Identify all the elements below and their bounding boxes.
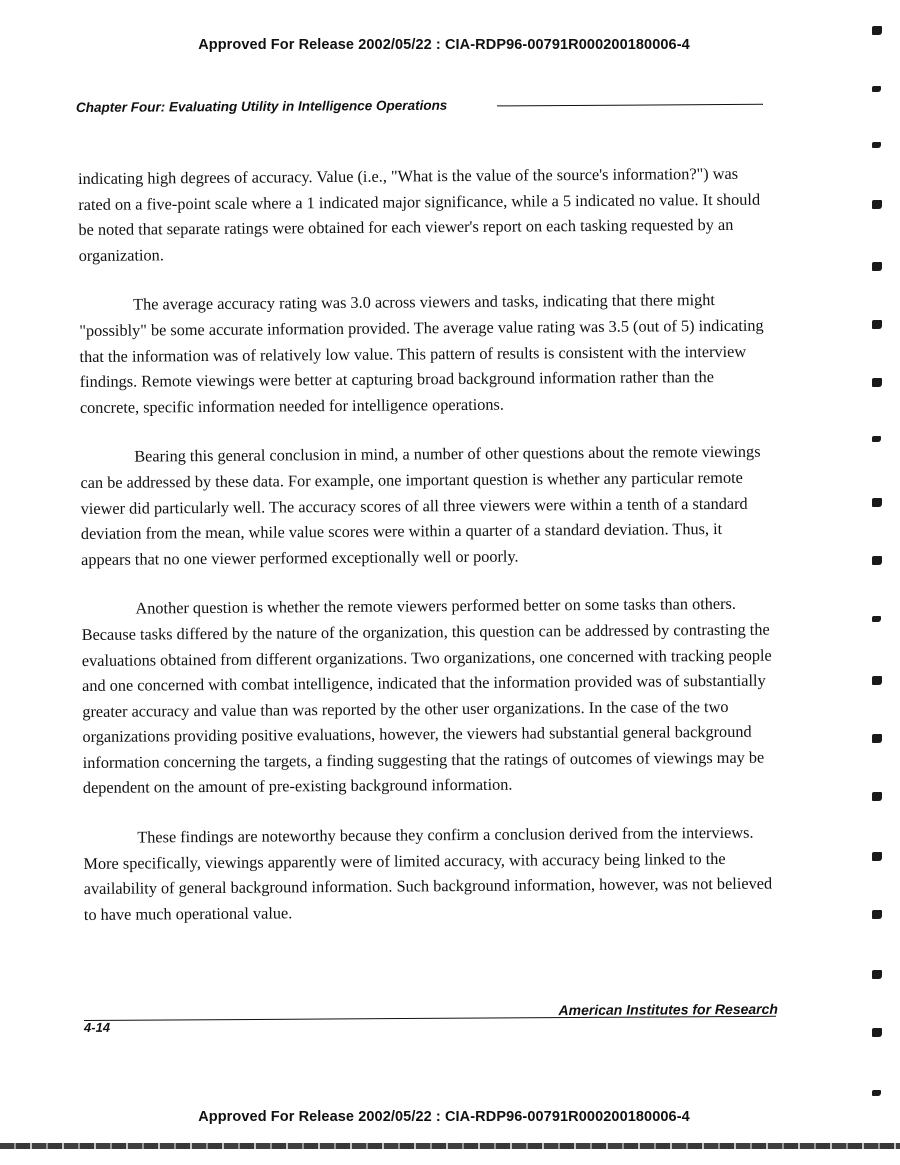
page-number: 4-14 [83, 1019, 111, 1035]
body-text [78, 161, 774, 952]
scan-mark [872, 792, 882, 801]
paragraph: The average accuracy rating was 3.0 across viewers and tasks, indicating that there might "possibly" be some accurate information provided. The average value rating was 3.5 (out of 5) indicating that the information was of relatively low value. This pattern of results is consistent with the interview findings. Remote viewings were better at capturing broad background information rather than the concrete, specific information needed for intelligence operations. [79, 290, 764, 417]
header-rule [497, 104, 763, 107]
scan-mark [872, 436, 881, 442]
scan-mark [872, 910, 882, 919]
scan-mark [872, 142, 881, 148]
scan-mark [872, 1090, 881, 1096]
scan-mark [872, 320, 882, 329]
scan-mark [872, 734, 882, 743]
scan-mark [872, 1028, 882, 1037]
release-footer: Approved For Release 2002/05/22 : CIA-RDP96-00791R000200180006-4 [198, 1109, 690, 1125]
release-header: Approved For Release 2002/05/22 : CIA-RDP96-00791R000200180006-4 [198, 37, 690, 53]
scan-mark [872, 676, 882, 685]
scan-mark [872, 616, 881, 622]
paragraph: Another question is whether the remote viewers performed better on some tasks than others. Because tasks differed by the nature of the organization, this question can be addressed by contrasting the evaluations obtained from different organizations. Two organizations, one concerned with tracking people and one concerned with combat intelligence, indicated that the information provided was of substantially greater accuracy and value than was reported by the other user organizations. In the case of the two organizations providing positive evaluations, however, the viewers had substantial general background information concerning the targets, a finding suggesting that the ratings of outcomes of viewings may be dependent on the amount of pre-existing background information. [81, 594, 772, 798]
scan-mark [872, 556, 882, 565]
paragraph: indicating high degrees of accuracy. Value (i.e., "What is the value of the source's information?") was rated on a five-point scale where a 1 indicated major significance, while a 5 indicated no value. It should be noted that separate ratings were obtained for each viewer's report on each tasking requested by an organization. [78, 163, 761, 265]
scan-mark [872, 852, 882, 861]
scan-mark [872, 378, 882, 387]
scan-mark [872, 498, 882, 507]
footer-organization: American Institutes for Research [558, 1000, 778, 1019]
scan-bottom-strip [0, 1143, 900, 1149]
scan-mark [872, 970, 882, 979]
chapter-title: Chapter Four: Evaluating Utility in Intelligence Operations [75, 97, 448, 115]
scan-mark [872, 86, 881, 92]
scan-mark [872, 26, 882, 35]
paragraph: Bearing this general conclusion in mind, a number of other questions about the remote viewings can be addressed by these data. For example, one important question is whether any particular remote viewer did particularly well. The accuracy scores of all three viewers were within a tenth of a standard deviation from the mean, while value scores were within a quarter of a standard deviation. Thus, it appears that no one viewer performed exceptionally well or poorly. [80, 441, 761, 569]
scan-mark [872, 262, 882, 271]
scan-margin-marks [868, 0, 888, 1165]
page-footer [83, 1000, 778, 1038]
paragraph: These findings are noteworthy because they confirm a conclusion derived from the interviews. More specifically, viewings apparently were of limited accuracy, with accuracy being linked to the availability of general background information. Such background information, however, was not believed to have much operational value. [83, 822, 773, 924]
chapter-header [76, 92, 766, 118]
scan-mark [872, 200, 882, 209]
